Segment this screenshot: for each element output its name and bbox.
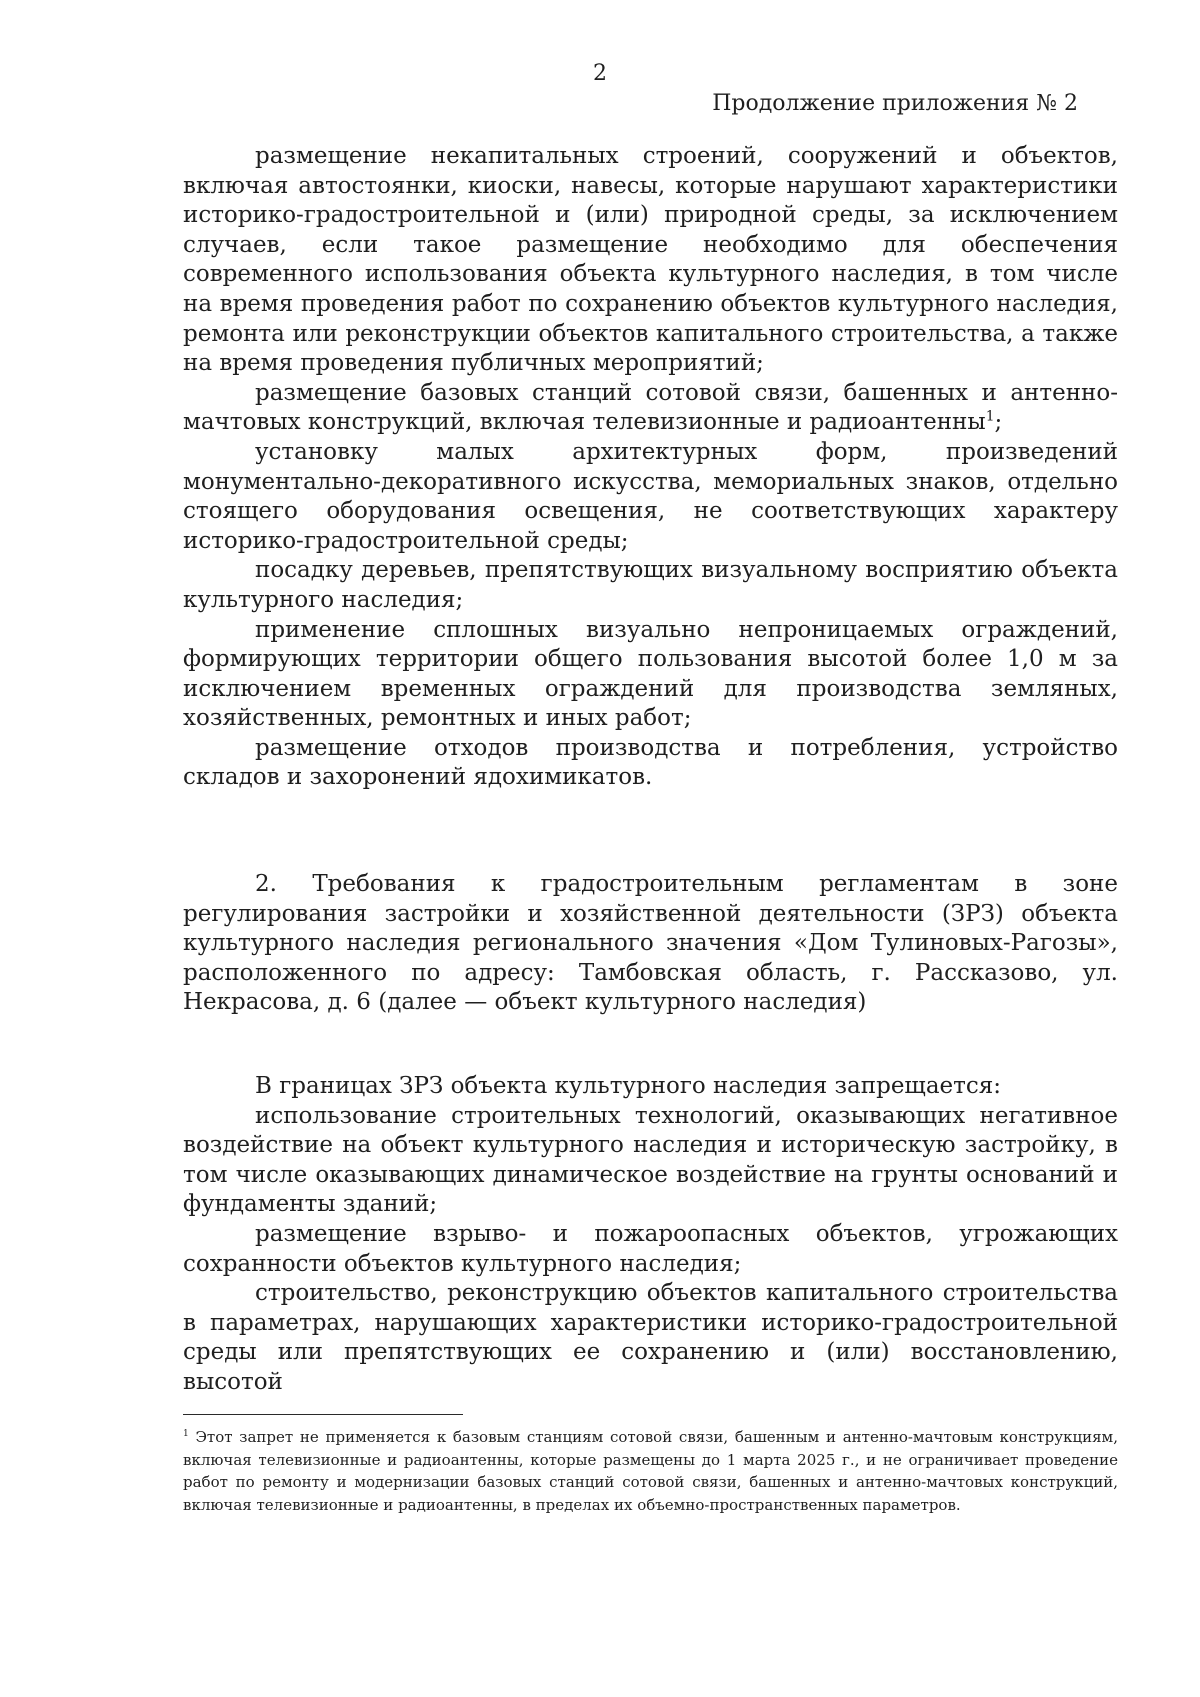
paragraph-small-architectural-forms: установку малых архитектурных форм, произведений монументально-декоративного искусства, мемориальных знаков, отдельно стоящего оборудования освещения, не соответствующих характеру историко-градостроительной среды; <box>183 438 1118 554</box>
appendix-label: Продолжение приложения № 2 <box>712 91 1078 116</box>
section-two-heading-block <box>183 870 1118 1018</box>
footnote-text: Этот запрет не применяется к базовым станциям сотовой связи, башенным и антенно-мачтовым конструкциям, включая телевизионные и радиоантенны, которые размещены до 1 марта 2025 г., и не ограничивает проведение работ по ремонту и модернизации базовых станций сотовой связи, башенных и антенно-мачтовых конструкций, включая телевизионные и радиоантенны, в пределах их объемно-пространственных параметров. <box>183 1428 1118 1514</box>
footnote-reference[interactable]: 1 <box>985 408 995 425</box>
footnote-divider <box>183 1414 463 1415</box>
paragraph-waste-placement: размещение отходов производства и потребления, устройство складов и захоронений ядохимикатов. <box>183 734 1118 791</box>
footnote-1 <box>183 1426 1118 1516</box>
paragraph-construction-technologies: использование строительных технологий, оказывающих негативное воздействие на объект культурного наследия и историческую застройку, в том числе оказывающих динамическое воздействие на грунты оснований и фундаменты зданий; <box>183 1102 1118 1218</box>
paragraph-tree-planting: посадку деревьев, препятствующих визуальному восприятию объекта культурного наследия; <box>183 557 1118 613</box>
paragraph-capital-construction: строительство, реконструкцию объектов капитального строительства в параметрах, нарушающих характеристики историко-градостроительной среды или препятствующих ее сохранению и (или) восстановлению, высотой <box>183 1280 1118 1395</box>
section-two-prohibitions <box>183 1072 1118 1398</box>
section-two-heading: 2. Требования к градостроительным регламентам в зоне регулирования застройки и хозяйственной деятельности (ЗРЗ) объекта культурного наследия регионального значения «Дом Тулиновых-Рагозы», расположенного по адресу: Тамбовская область, г. Рассказово, ул. Некрасова, д. 6 (далее — объект культурного наследия) <box>183 871 1118 1016</box>
paragraph-solid-fences: применение сплошных визуально непроницаемых ограждений, формирующих территории общего пользования высотой более 1,0 м за исключением временных ограждений для производства земляных, хозяйственных, ремонтных и иных работ; <box>183 616 1118 732</box>
paragraph-base-stations-suffix: ; <box>994 409 1003 436</box>
section-two-intro: В границах ЗРЗ объекта культурного наследия запрещается: <box>255 1073 1002 1099</box>
footnote-marker: 1 <box>183 1429 189 1439</box>
paragraph-base-stations-text: размещение базовых станций сотовой связи, башенных и антенно-мачтовых конструкций, включая телевизионные и радиоантенны <box>183 379 1118 436</box>
paragraph-noncapital-structures: размещение некапитальных строений, сооружений и объектов, включая автостоянки, киоски, навесы, которые нарушают характеристики историко-градостроительной и (или) природной среды, за исключением случаев, если такое размещение необходимо для обеспечения современного использования объекта культурного наследия, в том числе на время проведения работ по сохранению объектов культурного наследия, ремонта или реконструкции объектов капитального строительства, а также на время проведения публичных мероприятий; <box>183 143 1118 377</box>
section-one-prohibitions <box>183 142 1118 793</box>
paragraph-base-stations <box>183 379 1118 438</box>
page-number: 2 <box>593 61 607 86</box>
paragraph-explosive-objects: размещение взрыво- и пожароопасных объектов, угрожающих сохранности объектов культурного наследия; <box>183 1220 1118 1277</box>
footnotes <box>183 1426 1118 1516</box>
